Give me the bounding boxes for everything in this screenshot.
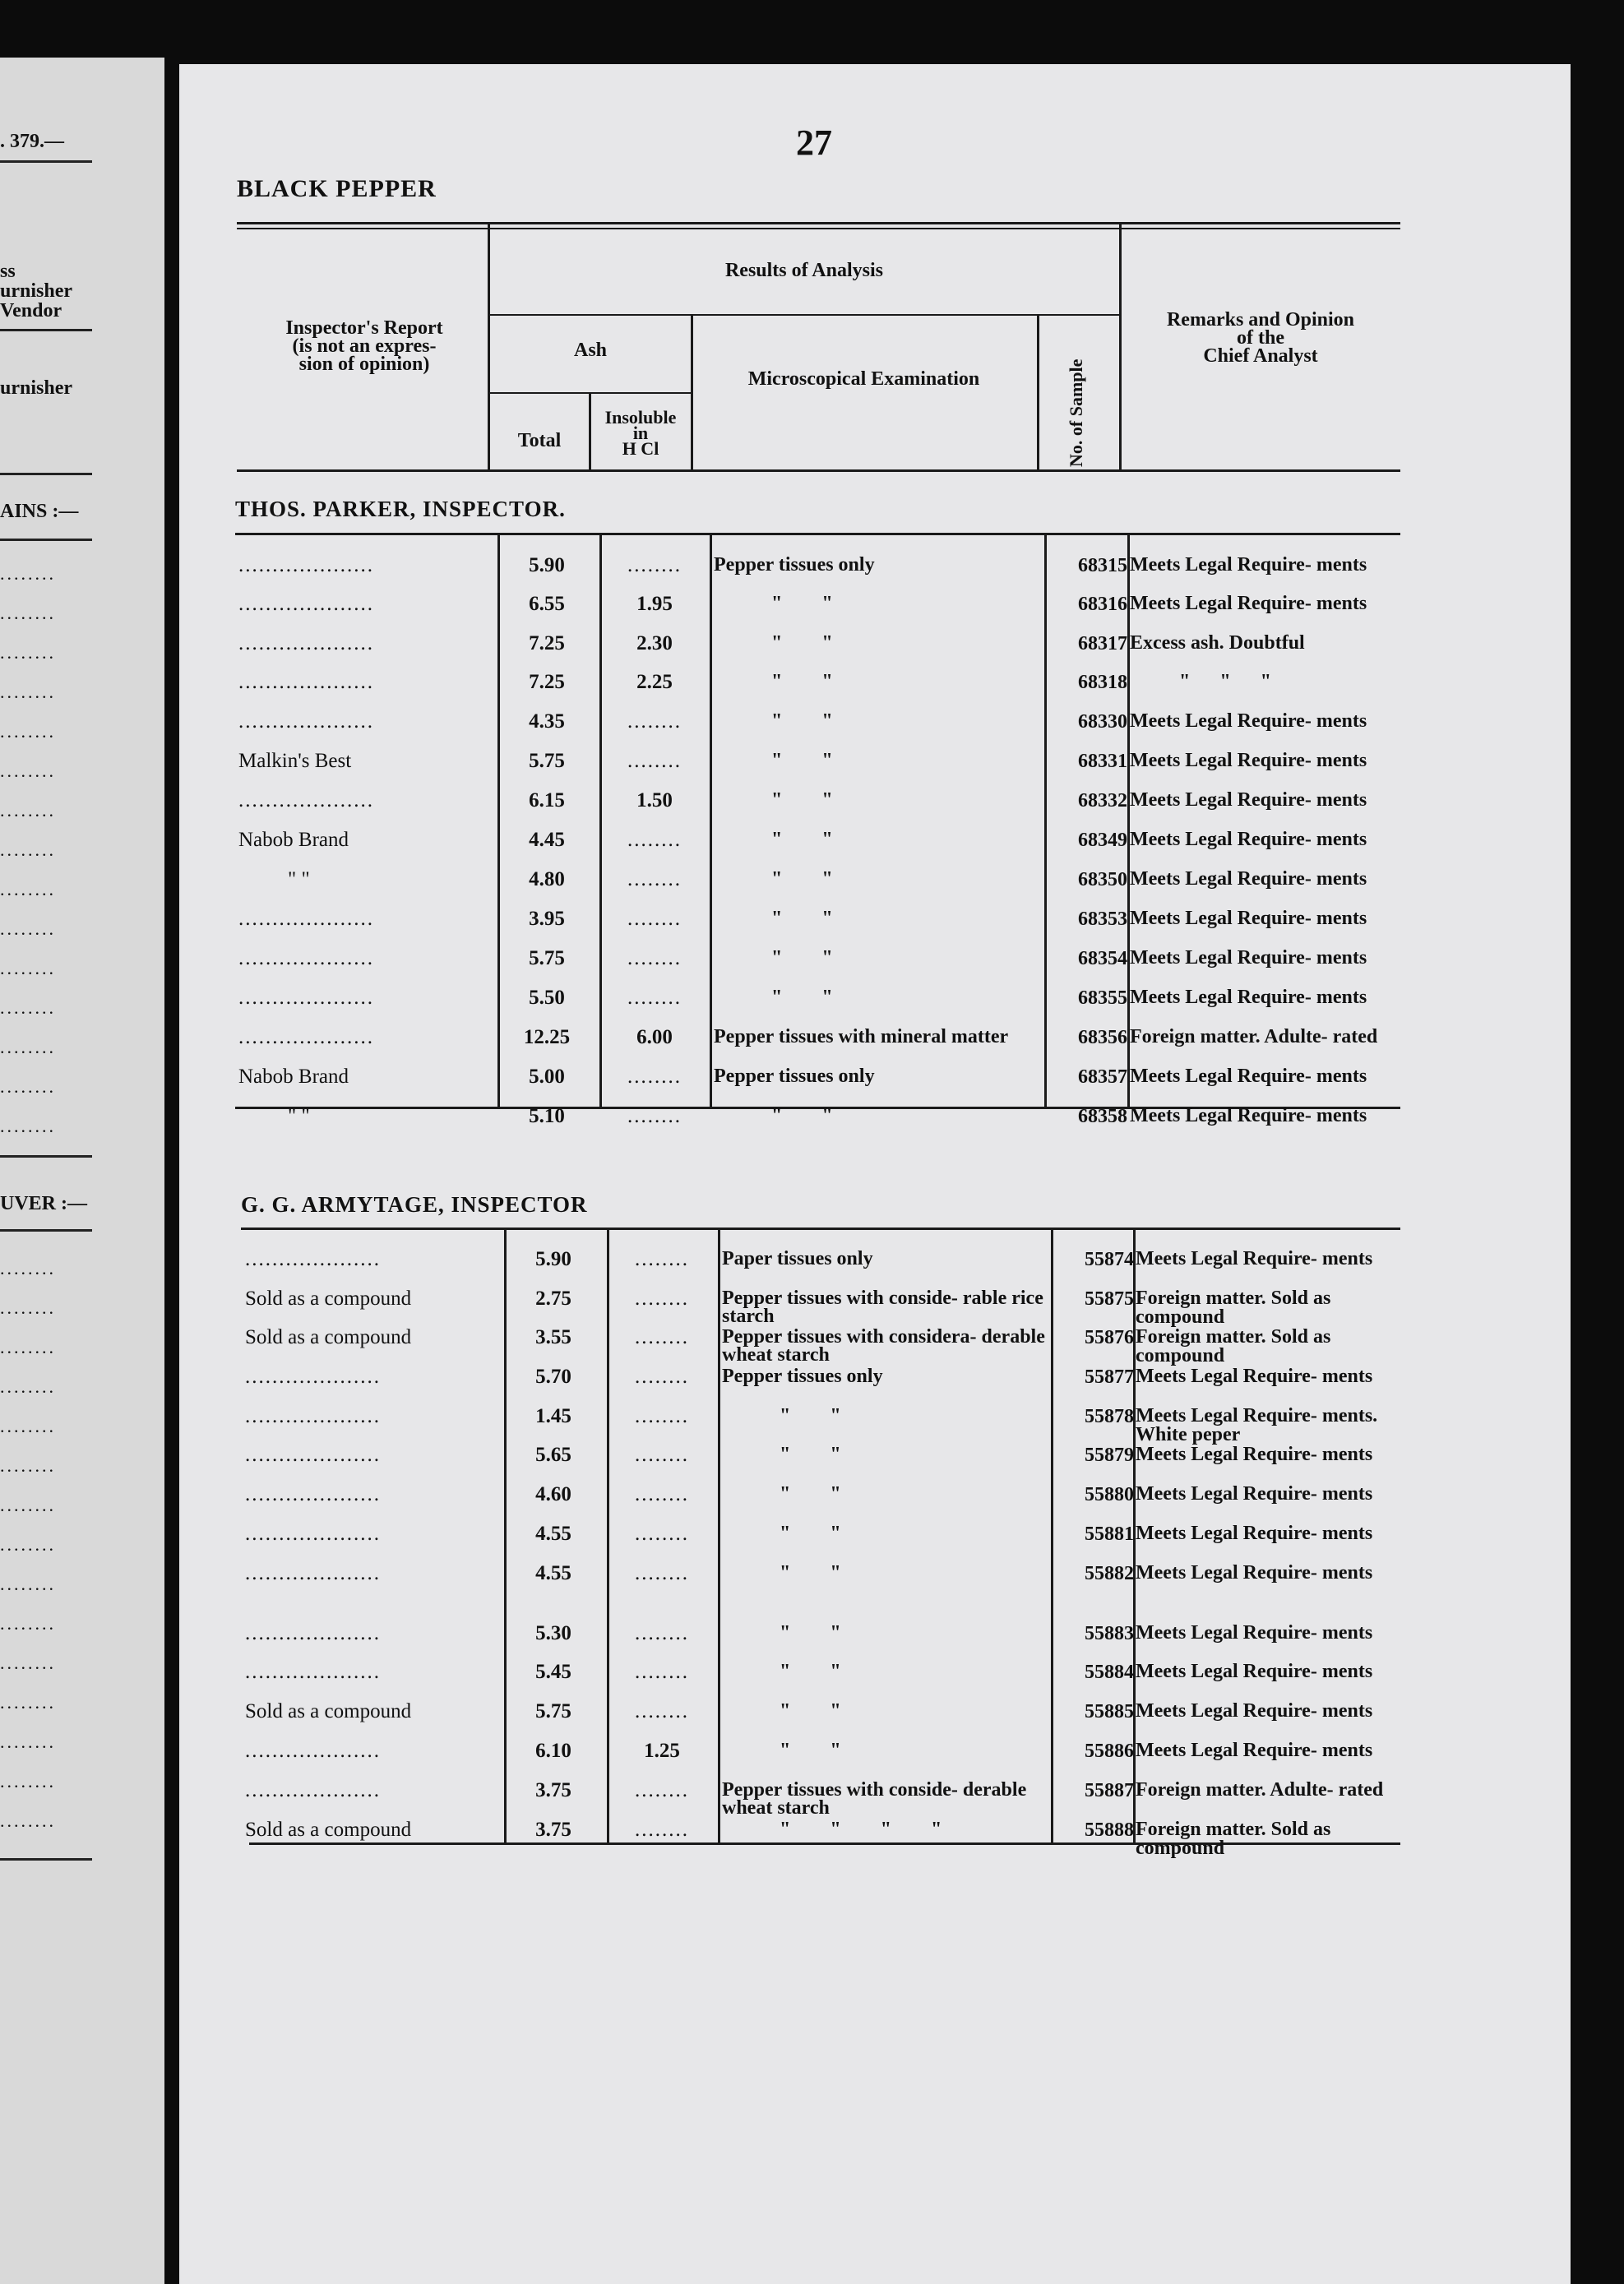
sample-number-cell: 68330 [1078, 711, 1127, 733]
remarks-cell: Meets Legal Require- ments [1130, 710, 1367, 732]
sample-number-cell: 68315 [1078, 555, 1127, 576]
inspector-report-cell: .................... [238, 593, 374, 615]
column-line [607, 1230, 609, 1842]
header-vline [1119, 224, 1122, 471]
inspector-report-cell: .................... [238, 1026, 374, 1048]
sample-number-cell: 55876 [1085, 1327, 1134, 1348]
microscopical-cell: " " [780, 1622, 841, 1644]
header-insoluble: Insoluble in H Cl [604, 407, 677, 459]
remarks-cell: Meets Legal Require- ments [1130, 789, 1367, 811]
remarks-cell: Meets Legal Require- ments [1130, 1105, 1367, 1126]
ash-insoluble-cell: ........ [627, 908, 682, 930]
inspector-report-cell: .................... [245, 1483, 381, 1505]
prev-dot-leader: ........ [0, 1574, 56, 1594]
microscopical-cell: " " [771, 868, 833, 890]
ash-total-cell: 5.45 [535, 1661, 571, 1683]
sample-number-cell: 68354 [1078, 948, 1127, 969]
sample-number-cell: 68349 [1078, 830, 1127, 851]
microscopical-cell: Pepper tissues with mineral matter [714, 1026, 1009, 1047]
ash-total-cell: 5.70 [535, 1366, 571, 1388]
section-rule [241, 1228, 1400, 1230]
sample-number-cell: 68355 [1078, 987, 1127, 1009]
prev-dot-leader: ........ [0, 721, 56, 742]
sample-number-cell: 55888 [1085, 1819, 1134, 1841]
prev-furnisher: urnisher [0, 377, 73, 399]
remarks-cell: Meets Legal Require- ments [1130, 908, 1367, 929]
inspector-heading: THOS. PARKER, INSPECTOR. [235, 497, 566, 521]
prev-dot-leader: ........ [0, 1810, 56, 1831]
ash-insoluble-cell: 1.50 [636, 789, 673, 811]
ash-total-cell: 4.35 [529, 710, 565, 733]
ash-total-cell: 4.55 [535, 1562, 571, 1584]
column-line [710, 535, 712, 1107]
prev-dot-leader: ........ [0, 1692, 56, 1713]
microscopical-cell: " " [771, 908, 833, 929]
ash-total-cell: 5.10 [529, 1105, 565, 1127]
inspector-report-cell: .................... [245, 1523, 381, 1545]
ash-insoluble-cell: ........ [635, 1523, 689, 1545]
document-page [179, 64, 1571, 2284]
prev-dot-leader: ........ [0, 1416, 56, 1436]
inspector-report-cell: .................... [245, 1366, 381, 1388]
inspector-report-cell: .................... [238, 632, 374, 654]
inspector-report-cell: .................... [238, 789, 374, 811]
previous-page-edge [0, 58, 164, 2284]
prev-dot-leader: ........ [0, 1076, 56, 1097]
header-inspector-report: Inspector's Report (is not an expres- sion of opinion) [285, 317, 443, 375]
prev-dot-leader: ........ [0, 879, 56, 899]
microscopical-cell: " " [771, 829, 833, 850]
prev-dot-leader: ........ [0, 682, 56, 702]
sample-number-cell: 68358 [1078, 1106, 1127, 1127]
prev-dot-leader: ........ [0, 563, 56, 584]
sample-number-cell: 68331 [1078, 751, 1127, 772]
ash-total-cell: 3.95 [529, 908, 565, 930]
ash-total-cell: 3.75 [535, 1779, 571, 1801]
ash-total-cell: 5.90 [529, 554, 565, 576]
ash-total-cell: 5.75 [529, 750, 565, 772]
ash-total-cell: 12.25 [523, 1026, 571, 1048]
ash-total-cell: 5.50 [529, 987, 565, 1009]
inspector-report-cell: .................... [245, 1444, 381, 1466]
remarks-cell: Meets Legal Require- ments [1130, 593, 1367, 614]
prev-dot-leader: ........ [0, 1337, 56, 1357]
ash-total-cell: 2.75 [535, 1288, 571, 1310]
microscopical-cell: " " " " [780, 1819, 942, 1840]
header-sample-no: No. of Sample [1066, 358, 1086, 467]
prev-header-line: urnisher [0, 280, 73, 302]
column-line [599, 535, 602, 1107]
prev-dot-leader: ........ [0, 603, 56, 623]
ash-insoluble-cell: ........ [635, 1661, 689, 1683]
microscopical-cell: " " [780, 1661, 841, 1682]
inspector-report-cell: .................... [245, 1661, 381, 1683]
remarks-cell: Foreign matter. Sold as compound [1136, 1819, 1331, 1859]
prev-dot-leader: ........ [0, 1376, 56, 1397]
inspector-report-cell: .................... [238, 908, 374, 930]
remarks-cell: Meets Legal Require- ments [1130, 750, 1367, 771]
microscopical-cell: " " [771, 789, 833, 811]
ash-total-cell: 5.00 [529, 1066, 565, 1088]
ash-insoluble-cell: ........ [635, 1366, 689, 1388]
prev-dot-leader: ........ [0, 997, 56, 1018]
header-top-rule-2 [237, 228, 1400, 229]
ash-insoluble-cell: 1.25 [644, 1740, 680, 1762]
ash-total-cell: 5.75 [535, 1700, 571, 1722]
prev-rule [0, 329, 92, 331]
remarks-cell: Meets Legal Require- ments [1136, 1562, 1373, 1584]
prev-rule [0, 473, 92, 475]
prev-rule [0, 539, 92, 541]
inspector-report-cell: Sold as a compound [245, 1288, 412, 1310]
microscopical-cell: " " [771, 632, 833, 654]
microscopical-cell: Pepper tissues only [722, 1366, 883, 1387]
prev-dot-leader: ........ [0, 958, 56, 978]
prev-dot-leader: ........ [0, 1297, 56, 1318]
prev-rule [0, 1858, 92, 1861]
inspector-report-cell: Sold as a compound [245, 1819, 412, 1841]
microscopical-cell: " " [771, 593, 833, 614]
remarks-cell: Meets Legal Require- ments [1136, 1366, 1373, 1387]
header-vline [691, 315, 693, 471]
prev-dot-leader: ........ [0, 839, 56, 860]
ash-total-cell: 4.80 [529, 868, 565, 890]
sample-number-cell: 55883 [1085, 1623, 1134, 1644]
prev-dot-leader: ........ [0, 800, 56, 821]
ash-total-cell: 5.90 [535, 1248, 571, 1270]
ash-total-cell: 6.15 [529, 789, 565, 811]
column-line [1127, 535, 1130, 1107]
ash-insoluble-cell: ........ [627, 947, 682, 969]
microscopical-cell: " " [780, 1740, 841, 1761]
header-ash: Ash [573, 340, 608, 361]
microscopical-cell: " " [780, 1562, 841, 1584]
sample-number-cell: 68353 [1078, 909, 1127, 930]
ash-total-cell: 4.55 [535, 1523, 571, 1545]
microscopical-cell: " " [771, 947, 833, 969]
ash-insoluble-cell: ........ [627, 710, 682, 733]
inspector-report-cell: .................... [245, 1405, 381, 1427]
ash-insoluble-cell: ........ [635, 1405, 689, 1427]
sample-number-cell: 55885 [1085, 1701, 1134, 1722]
microscopical-cell: " " [780, 1523, 841, 1544]
prev-dot-leader: ........ [0, 642, 56, 663]
prev-rule [0, 1155, 92, 1158]
ash-insoluble-cell: ........ [635, 1483, 689, 1505]
ash-total-cell: 5.75 [529, 947, 565, 969]
sample-number-cell: 68318 [1078, 672, 1127, 693]
prev-section-2: UVER :— [0, 1193, 87, 1214]
ash-insoluble-cell: 2.25 [636, 671, 673, 693]
header-remarks: Remarks and Opinion of the Chief Analyst [1166, 309, 1355, 367]
ash-insoluble-cell: ........ [635, 1326, 689, 1348]
ash-total-cell: 3.55 [535, 1326, 571, 1348]
ash-total-cell: 7.25 [529, 632, 565, 654]
sample-number-cell: 55879 [1085, 1445, 1134, 1466]
remarks-cell: Meets Legal Require- ments [1130, 868, 1367, 890]
sample-number-cell: 68356 [1078, 1027, 1127, 1048]
header-total: Total [517, 430, 562, 451]
microscopical-cell: Pepper tissues with conside- derable wheat starch [722, 1779, 1027, 1819]
prev-dot-leader: ........ [0, 1116, 56, 1136]
microscopical-cell: " " [771, 710, 833, 732]
remarks-cell: Meets Legal Require- ments [1130, 947, 1367, 969]
ash-insoluble-cell: ........ [627, 868, 682, 890]
remarks-cell: Meets Legal Require- ments. White peper [1136, 1405, 1378, 1445]
prev-header-line: ss [0, 261, 16, 282]
inspector-report-cell: .................... [238, 710, 374, 733]
ash-insoluble-cell: ........ [627, 1066, 682, 1088]
page-title: BLACK PEPPER [237, 175, 437, 202]
prev-dot-leader: ........ [0, 1653, 56, 1673]
remarks-cell: Meets Legal Require- ments [1130, 1066, 1367, 1087]
inspector-heading: G. G. ARMYTAGE, INSPECTOR [241, 1192, 588, 1217]
column-line [1044, 535, 1047, 1107]
prev-dot-leader: ........ [0, 918, 56, 939]
ash-total-cell: 4.60 [535, 1483, 571, 1505]
prev-dot-leader: ........ [0, 1534, 56, 1555]
ash-total-cell: 5.30 [535, 1622, 571, 1644]
header-bottom-rule [237, 469, 1400, 472]
microscopical-cell: " " [771, 1105, 833, 1126]
remarks-cell: Foreign matter. Adulte- rated [1136, 1779, 1384, 1801]
ash-insoluble-cell: ........ [635, 1562, 689, 1584]
sample-number-cell: 68357 [1078, 1066, 1127, 1088]
sample-number-cell: 55884 [1085, 1662, 1134, 1683]
ash-total-cell: 6.55 [529, 593, 565, 615]
microscopical-cell: " " [780, 1483, 841, 1505]
ash-insoluble-cell: ........ [635, 1288, 689, 1310]
remarks-cell: Meets Legal Require- ments [1136, 1700, 1373, 1722]
inspector-report-cell: .................... [238, 987, 374, 1009]
microscopical-cell: " " [780, 1444, 841, 1465]
sample-number-cell: 55875 [1085, 1288, 1134, 1310]
microscopical-cell: " " [780, 1405, 841, 1426]
ash-insoluble-cell: ........ [627, 750, 682, 772]
ash-total-cell: 1.45 [535, 1405, 571, 1427]
prev-header-line: Vendor [0, 300, 62, 321]
ash-insoluble-cell: ........ [627, 829, 682, 851]
remarks-cell: Meets Legal Require- ments [1130, 829, 1367, 850]
prev-dot-leader: ........ [0, 1613, 56, 1634]
remarks-cell: Excess ash. Doubtful [1130, 632, 1305, 654]
sample-number-cell: 55882 [1085, 1563, 1134, 1584]
remarks-cell: Meets Legal Require- ments [1136, 1444, 1373, 1465]
sample-number-cell: 55886 [1085, 1741, 1134, 1762]
remarks-cell: Meets Legal Require- ments [1130, 554, 1367, 576]
ash-insoluble-cell: ........ [635, 1444, 689, 1466]
ash-insoluble-cell: 6.00 [636, 1026, 673, 1048]
remarks-cell: Meets Legal Require- ments [1136, 1740, 1373, 1761]
prev-dot-leader: ........ [0, 1037, 56, 1057]
ash-insoluble-cell: 1.95 [636, 593, 673, 615]
ash-total-cell: 4.45 [529, 829, 565, 851]
inspector-report-cell: .................... [238, 671, 374, 693]
inspector-report-cell: Sold as a compound [245, 1700, 412, 1722]
ash-insoluble-cell: ........ [635, 1622, 689, 1644]
page-number: 27 [796, 123, 832, 163]
inspector-report-cell: " " [288, 1105, 310, 1127]
ash-insoluble-cell: ........ [635, 1700, 689, 1722]
header-vline [1037, 315, 1039, 471]
sample-number-cell: 68316 [1078, 594, 1127, 615]
ash-total-cell: 7.25 [529, 671, 565, 693]
ash-insoluble-cell: ........ [627, 1105, 682, 1127]
inspector-report-cell: " " [288, 868, 310, 890]
remarks-cell: Foreign matter. Sold as compound [1136, 1326, 1331, 1366]
ash-insoluble-cell: ........ [627, 554, 682, 576]
ash-total-cell: 3.75 [535, 1819, 571, 1841]
inspector-report-cell: Sold as a compound [245, 1326, 412, 1348]
sample-number-cell: 55881 [1085, 1523, 1134, 1545]
remarks-cell: Meets Legal Require- ments [1136, 1661, 1373, 1682]
prev-dot-leader: ........ [0, 1771, 56, 1792]
ash-total-cell: 5.65 [535, 1444, 571, 1466]
microscopical-cell: Paper tissues only [722, 1248, 873, 1269]
prev-dot-leader: ........ [0, 1455, 56, 1476]
microscopical-cell: Pepper tissues only [714, 1066, 875, 1087]
header-microscopical: Microscopical Examination [747, 368, 980, 390]
microscopical-cell: Pepper tissues with conside- rable rice starch [722, 1288, 1043, 1327]
remarks-cell: Meets Legal Require- ments [1136, 1523, 1373, 1544]
sample-number-cell: 55877 [1085, 1366, 1134, 1388]
ash-total-cell: 6.10 [535, 1740, 571, 1762]
inspector-report-cell: .................... [245, 1779, 381, 1801]
microscopical-cell: Pepper tissues only [714, 554, 875, 576]
remarks-cell: Foreign matter. Sold as compound [1136, 1288, 1331, 1328]
microscopical-cell: " " [771, 671, 833, 692]
inspector-report-cell: .................... [245, 1562, 381, 1584]
remarks-cell: " " " [1179, 671, 1271, 692]
microscopical-cell: Pepper tissues with considera- derable wheat starch [722, 1326, 1045, 1366]
sample-number-cell: 55874 [1085, 1249, 1134, 1270]
header-results: Results of Analysis [724, 260, 884, 281]
header-top-rule [237, 222, 1400, 224]
prev-section-1: AINS :— [0, 501, 79, 522]
sample-number-cell: 68332 [1078, 790, 1127, 811]
prev-page-number: . 379.— [0, 131, 64, 152]
remarks-cell: Meets Legal Require- ments [1136, 1622, 1373, 1644]
microscopical-cell: " " [780, 1700, 841, 1722]
column-line [504, 1230, 507, 1842]
inspector-report-cell: Nabob Brand [238, 1066, 349, 1088]
prev-dot-leader: ........ [0, 1731, 56, 1752]
inspector-report-cell: .................... [238, 554, 374, 576]
sample-number-cell: 68350 [1078, 869, 1127, 890]
remarks-cell: Meets Legal Require- ments [1130, 987, 1367, 1008]
inspector-report-cell: Nabob Brand [238, 829, 349, 851]
ash-insoluble-cell: ........ [627, 987, 682, 1009]
column-line [718, 1230, 720, 1842]
column-line [497, 535, 500, 1107]
inspector-report-cell: .................... [245, 1740, 381, 1762]
ash-insoluble-cell: ........ [635, 1779, 689, 1801]
remarks-cell: Meets Legal Require- ments [1136, 1248, 1373, 1269]
inspector-report-cell: .................... [245, 1622, 381, 1644]
remarks-cell: Meets Legal Require- ments [1136, 1483, 1373, 1505]
remarks-cell: Foreign matter. Adulte- rated [1130, 1026, 1378, 1047]
sample-number-cell: 55880 [1085, 1484, 1134, 1505]
microscopical-cell: " " [771, 987, 833, 1008]
ash-insoluble-cell: ........ [635, 1819, 689, 1841]
prev-rule [0, 160, 92, 163]
ash-insoluble-cell: ........ [635, 1248, 689, 1270]
inspector-report-cell: .................... [238, 947, 374, 969]
inspector-report-cell: .................... [245, 1248, 381, 1270]
prev-dot-leader: ........ [0, 761, 56, 781]
prev-rule [0, 1229, 92, 1232]
prev-dot-leader: ........ [0, 1495, 56, 1515]
sample-number-cell: 55887 [1085, 1780, 1134, 1801]
microscopical-cell: " " [771, 750, 833, 771]
section-rule [235, 533, 1400, 535]
sample-number-cell: 68317 [1078, 633, 1127, 654]
results-rule [488, 314, 1119, 316]
sample-number-cell: 55878 [1085, 1406, 1134, 1427]
ash-insoluble-cell: 2.30 [636, 632, 673, 654]
inspector-report-cell: Malkin's Best [238, 750, 352, 772]
prev-dot-leader: ........ [0, 1258, 56, 1278]
